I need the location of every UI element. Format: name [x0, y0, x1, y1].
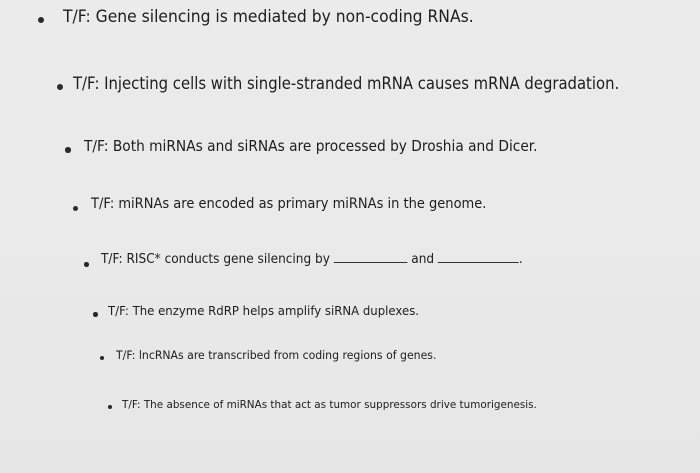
question-middle: and [411, 252, 435, 267]
bullet-icon [65, 147, 71, 153]
bullet-icon [38, 17, 44, 23]
question-text: T/F: miRNAs are encoded as primary miRNAs in the genome. [91, 196, 487, 212]
answer-blank-2 [438, 262, 519, 263]
bullet-icon [100, 356, 104, 360]
bullet-icon [73, 206, 78, 211]
bullet-icon [108, 405, 112, 409]
answer-blank-1 [334, 262, 408, 263]
bullet-icon [84, 262, 89, 267]
question-text [101, 252, 523, 267]
bullet-icon [57, 84, 63, 90]
bullet-icon [93, 312, 98, 317]
question-text: T/F: Gene silencing is mediated by non-coding RNAs. [63, 7, 474, 27]
question-text: T/F: Both miRNAs and siRNAs are processed by Droshia and Dicer. [84, 137, 538, 155]
question-text: T/F: The enzyme RdRP helps amplify siRNA duplexes. [108, 303, 420, 318]
question-text: T/F: lncRNAs are transcribed from coding regions of genes. [116, 348, 437, 362]
question-text: T/F: Injecting cells with single-stranded mRNA causes mRNA degradation. [73, 74, 620, 93]
question-text: T/F: The absence of miRNAs that act as tumor suppressors drive tumorigenesis. [122, 398, 537, 411]
question-prefix: T/F: RISC* conducts gene silencing by [101, 252, 330, 267]
question-suffix: . [518, 252, 523, 267]
